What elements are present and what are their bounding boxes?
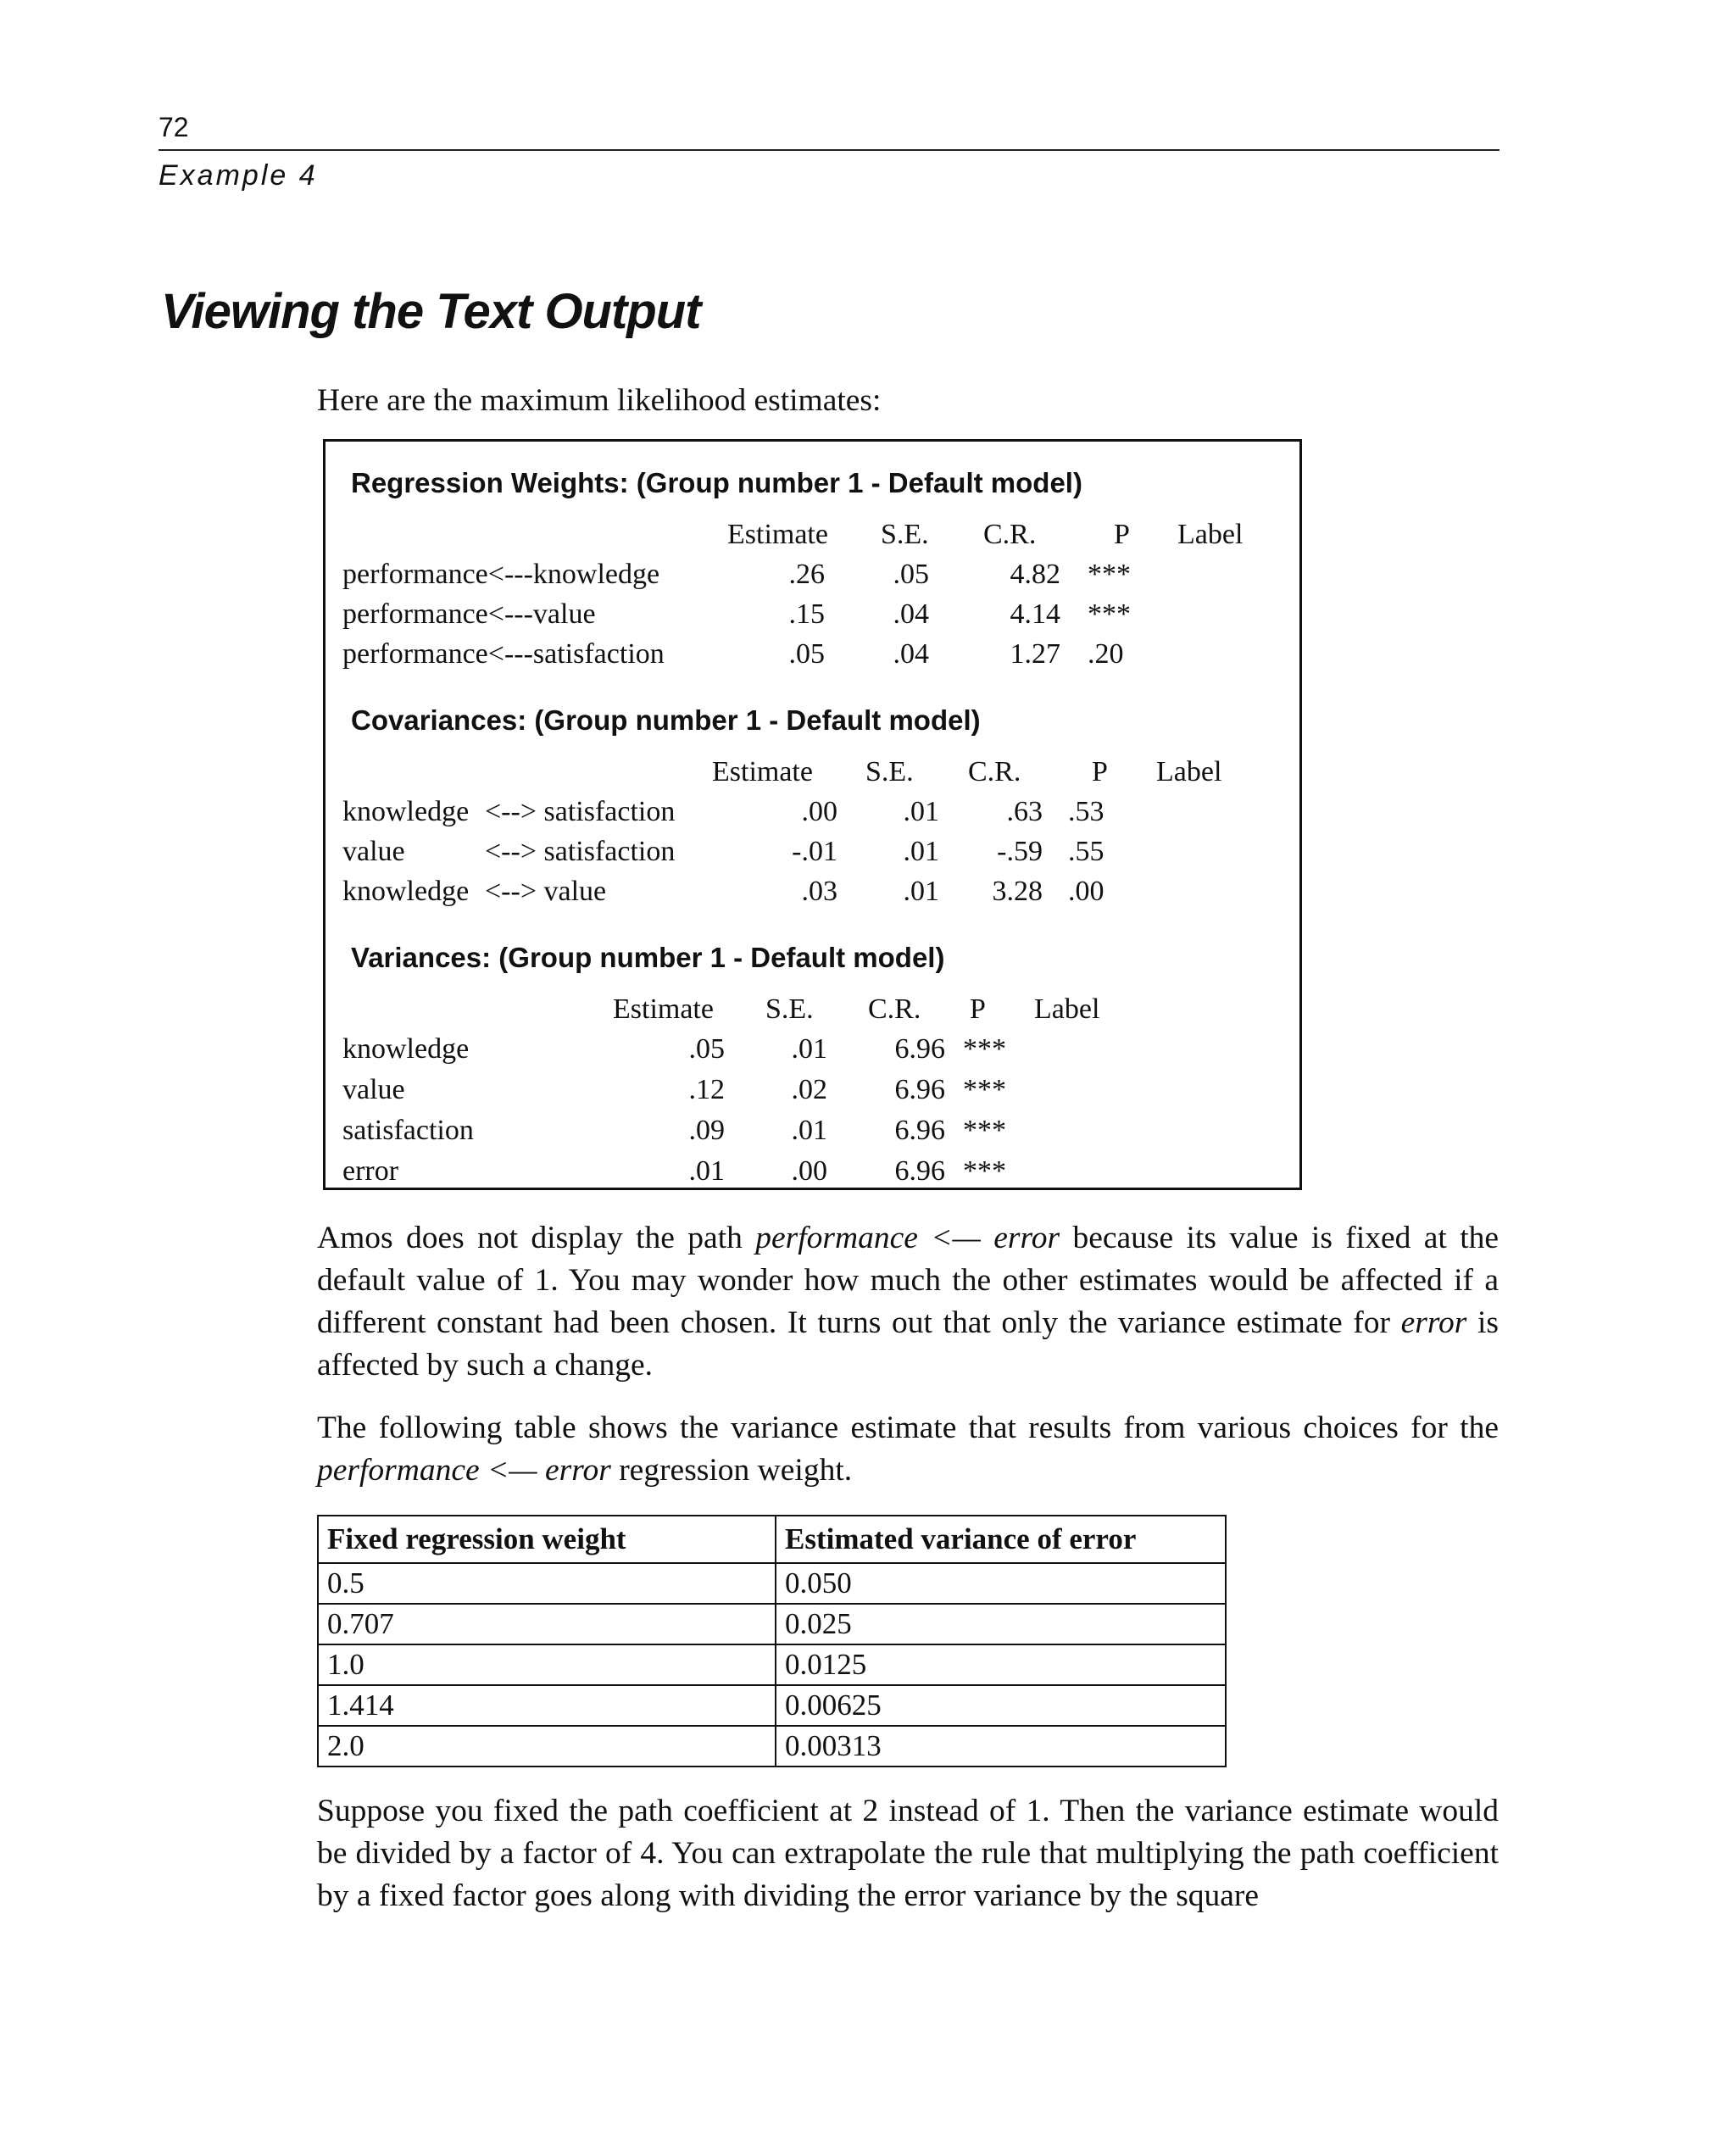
row-cr: 6.96: [894, 1155, 945, 1187]
variance-table: [317, 1515, 1227, 1767]
row-estimate: .15: [788, 598, 825, 630]
variance-column-headers: [326, 993, 1299, 1032]
row-se: .02: [791, 1074, 827, 1105]
row-name: performance<---satisfaction: [342, 638, 665, 670]
row-cr: 4.14: [1010, 598, 1060, 630]
page-number: 72: [159, 112, 189, 142]
row-cr: .63: [1006, 796, 1043, 827]
row-se: .04: [893, 598, 929, 630]
row-name-right: <--> satisfaction: [485, 836, 676, 867]
cell-weight: 2.0: [318, 1726, 776, 1767]
cell-weight: 0.707: [318, 1604, 776, 1644]
row-p: .53: [1068, 796, 1104, 827]
row-estimate: .03: [801, 876, 837, 907]
col-estimate: Estimate: [712, 756, 813, 787]
table-row: [318, 1685, 1226, 1726]
col-cr: C.R.: [868, 993, 921, 1025]
col-estimate: Estimate: [613, 993, 714, 1025]
table-row: [326, 796, 1299, 835]
table-row: [318, 1726, 1226, 1767]
italic-term: error: [1400, 1305, 1467, 1340]
regression-weights-heading: Regression Weights: (Group number 1 - Default model): [351, 467, 1082, 498]
row-estimate: .00: [801, 796, 837, 827]
row-p: ***: [963, 1155, 1006, 1187]
row-p: .00: [1068, 876, 1104, 907]
col-cr: C.R.: [983, 519, 1037, 550]
row-name-left: knowledge: [342, 876, 470, 907]
row-cr: 6.96: [894, 1074, 945, 1105]
paragraph-table-intro: [317, 1407, 1499, 1492]
table-row: [326, 836, 1299, 875]
row-cr: 6.96: [894, 1033, 945, 1065]
text-run: regression weight.: [610, 1453, 853, 1488]
header-fixed-weight: Fixed regression weight: [318, 1516, 776, 1563]
header-rule: [159, 149, 1500, 151]
row-estimate: .26: [788, 559, 825, 590]
row-name: value: [342, 1074, 405, 1105]
col-label: Label: [1177, 519, 1244, 550]
row-p: ***: [963, 1115, 1006, 1146]
row-se: .04: [893, 638, 929, 670]
paragraph-extrapolation: Suppose you fixed the path coefficient at 2 instead of 1. Then the variance estimate would be divided by a factor of 4. You can extrapolate the rule that multiplying the path coefficient by a fixed factor goes along with dividing the error variance by the square: [317, 1794, 1499, 1913]
row-cr: 1.27: [1010, 638, 1060, 670]
row-estimate: .05: [788, 638, 825, 670]
col-label: Label: [1034, 993, 1100, 1025]
cell-variance: 0.00625: [776, 1685, 1226, 1726]
col-p: P: [970, 993, 986, 1025]
paragraph-path-explanation: [317, 1217, 1499, 1387]
row-se: .01: [903, 796, 939, 827]
row-se: .05: [893, 559, 929, 590]
row-cr: -.59: [997, 836, 1043, 867]
text-run: The following table shows the variance estimate that results from various choices for the: [317, 1410, 1499, 1445]
col-se: S.E.: [881, 519, 929, 550]
row-name-left: knowledge: [342, 796, 470, 827]
row-estimate: .09: [688, 1115, 725, 1146]
row-se: .01: [791, 1033, 827, 1065]
cell-weight: 1.0: [318, 1644, 776, 1685]
row-p: ***: [1088, 559, 1131, 590]
row-name-right: <--> value: [485, 876, 607, 907]
table-row: [326, 876, 1299, 915]
cell-weight: 1.414: [318, 1685, 776, 1726]
row-name: knowledge: [342, 1033, 470, 1065]
table-row: [326, 598, 1299, 637]
variances-heading: Variances: (Group number 1 - Default model): [351, 942, 945, 973]
row-cr: 6.96: [894, 1115, 945, 1146]
header-estimated-variance: Estimated variance of error: [776, 1516, 1226, 1563]
table-row: [326, 1033, 1299, 1072]
row-estimate: .12: [688, 1074, 725, 1105]
row-estimate: .01: [688, 1155, 725, 1187]
table-header-row: [318, 1516, 1226, 1563]
row-name: satisfaction: [342, 1115, 474, 1146]
row-name: performance<---value: [342, 598, 596, 630]
row-estimate: .05: [688, 1033, 725, 1065]
table-row: [326, 559, 1299, 598]
row-name: error: [342, 1155, 399, 1187]
table-row: [326, 1115, 1299, 1154]
cell-variance: 0.0125: [776, 1644, 1226, 1685]
table-row: [326, 1074, 1299, 1113]
col-p: P: [1114, 519, 1130, 550]
intro-paragraph: Here are the maximum likelihood estimates:: [317, 383, 882, 418]
running-head: Example 4: [159, 159, 318, 192]
table-row: [318, 1604, 1226, 1644]
row-estimate: -.01: [792, 836, 837, 867]
cell-weight: 0.5: [318, 1563, 776, 1604]
table-row: [318, 1644, 1226, 1685]
italic-term: performance <— error: [317, 1453, 611, 1488]
row-name-left: value: [342, 836, 405, 867]
regression-column-headers: [326, 519, 1299, 558]
row-se: .01: [791, 1115, 827, 1146]
amos-text-output: [323, 439, 1302, 1190]
row-p: ***: [963, 1074, 1006, 1105]
row-name: performance<---knowledge: [342, 559, 660, 590]
table-row: [318, 1563, 1226, 1604]
covariances-heading: Covariances: (Group number 1 - Default model): [351, 704, 981, 736]
cell-variance: 0.00313: [776, 1726, 1226, 1767]
row-se: .01: [903, 876, 939, 907]
row-name-right: <--> satisfaction: [485, 796, 676, 827]
section-title: Viewing the Text Output: [161, 284, 701, 339]
cell-variance: 0.025: [776, 1604, 1226, 1644]
col-p: P: [1092, 756, 1108, 787]
row-cr: 4.82: [1010, 559, 1060, 590]
row-p: ***: [1088, 598, 1131, 630]
col-label: Label: [1156, 756, 1222, 787]
cell-variance: 0.050: [776, 1563, 1226, 1604]
text-run: because its value is fixed at the default value of 1. You may wonder how much the other estimates would be affected if a different constant had been chosen. It turns out that only the variance estimate for: [317, 1221, 1500, 1340]
italic-term: performance <— error: [755, 1221, 1060, 1255]
covariance-column-headers: [326, 756, 1299, 795]
table-row: [326, 1155, 1299, 1194]
row-p: ***: [963, 1033, 1006, 1065]
text-run: Amos does not display the path: [317, 1221, 756, 1255]
row-se: .01: [903, 836, 939, 867]
row-p: .55: [1068, 836, 1104, 867]
table-row: [326, 638, 1299, 677]
row-cr: 3.28: [992, 876, 1043, 907]
col-cr: C.R.: [968, 756, 1021, 787]
text-run: is affected by such a change.: [317, 1305, 1499, 1383]
col-se: S.E.: [865, 756, 914, 787]
col-se: S.E.: [765, 993, 814, 1025]
row-p: .20: [1088, 638, 1124, 670]
row-se: .00: [791, 1155, 827, 1187]
col-estimate: Estimate: [727, 519, 828, 550]
